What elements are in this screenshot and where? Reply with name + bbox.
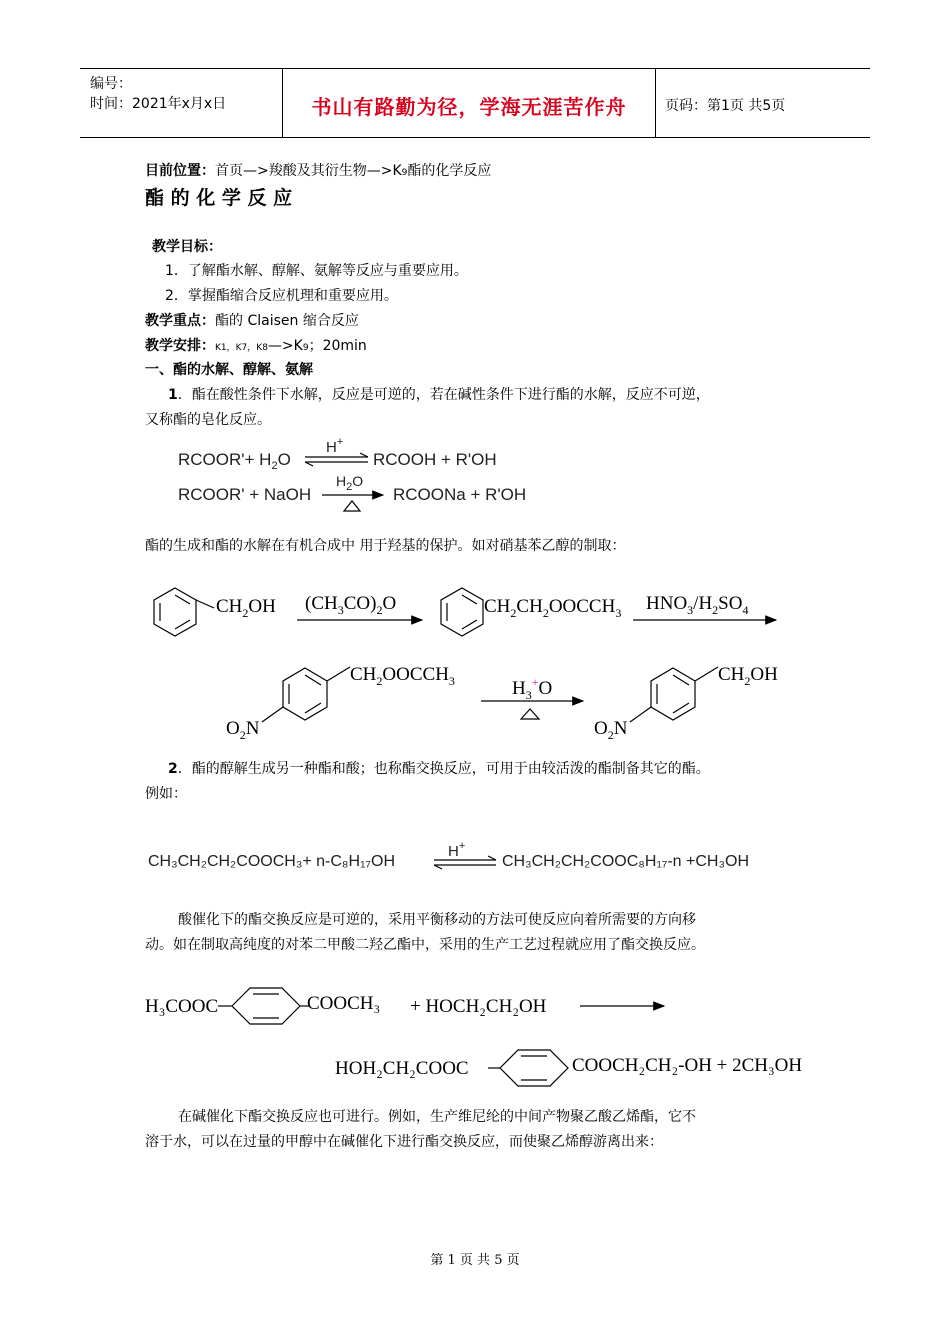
goal-item-1: 1．了解酯水解、醇解、氨解等反应与重要应用。 — [165, 263, 468, 279]
s1-r2-sub3: 4 — [742, 603, 749, 617]
s1-p1-sub2: 2 — [542, 606, 549, 620]
para-2-line-2: 例如： — [145, 786, 187, 802]
eq3-catalyst-plus: + — [458, 840, 466, 852]
scheme2-right: COOCH₃ — [307, 993, 381, 1014]
scheme2-product-left: HOH₂CH₂COOC — [335, 1058, 469, 1079]
para-4-line-2: 溶于水，可以在过量的甲醇中在碱催化下进行酯交换反应，而使聚乙烯醇游离出来： — [145, 1134, 663, 1150]
para-1-text: ．酯在酸性条件下水解，反应是可逆的，若在碱性条件下进行酯的水解，反应不可逆， — [177, 387, 710, 403]
s1-r1-end: O — [382, 593, 397, 614]
goals-heading: 教学目标： — [152, 239, 222, 255]
breadcrumb-path[interactable]: 首页—>羧酸及其衍生物—>K — [215, 163, 402, 179]
goal-item-2: 2．掌握酯缩合反应机理和重要应用。 — [165, 288, 398, 304]
breadcrumb-sub: 9 — [401, 168, 408, 178]
benzene-ring-icon — [441, 588, 483, 636]
breadcrumb-label: 目前位置： — [145, 163, 215, 179]
s1-r2-end: SO — [718, 593, 743, 614]
schedule-k8: ，K — [247, 343, 263, 353]
eq3-right: CH₃CH₂CH₂COOC₈H₁₇-n +CH₃OH — [502, 853, 749, 870]
breadcrumb-current: 酯的化学反应 — [407, 163, 492, 179]
s1-p1-sub3: 3 — [615, 606, 622, 620]
s1-p1-a: CH — [484, 596, 511, 617]
page-footer: 第 1 页 共 5 页 — [430, 1253, 520, 1268]
s1-sm-oh: OH — [248, 596, 276, 617]
eq1-catalyst-h: H — [326, 439, 337, 456]
s1-int-sub1: 2 — [376, 674, 383, 688]
scheme2-reagent: + HOCH₂CH₂OH — [410, 996, 547, 1017]
para-2-num: 2 — [168, 761, 178, 777]
section-1-heading: 一、酯的水解、醇解、氨解 — [145, 362, 313, 378]
key-point-label: 教学重点： — [145, 313, 215, 329]
schedule-k7: ，K — [226, 343, 242, 353]
scheme1-arrow-3 — [481, 701, 583, 719]
eq2-over-h: H — [336, 473, 347, 489]
eq3-catalyst-h: H — [448, 843, 459, 860]
s1-r2-mid: /H — [693, 593, 713, 614]
para-protect: 酯的生成和酯的水解在有机合成中 用于羟基的保护。如对硝基苯乙醇的制取： — [145, 538, 626, 554]
motto: 书山有路勤为径，学海无涯苦作舟 — [311, 95, 627, 119]
key-point-text: 酯的 Claisen 缩合反应 — [215, 313, 359, 329]
para-1-line-2: 又称酯的皂化反应。 — [145, 412, 271, 428]
s1-r2-a: HNO — [646, 593, 688, 614]
s1-nitro-n: N — [245, 718, 260, 739]
eq1-h2o-sub: 2 — [271, 460, 278, 472]
page-title: 酯 的 化 学 反 应 — [145, 187, 293, 209]
benzene-ring-icon — [488, 1050, 568, 1086]
para-1-num: 1 — [168, 387, 178, 403]
s1-int-b: OOCCH — [382, 664, 449, 685]
s1-nitro-sub: 2 — [239, 728, 246, 742]
s1-p1-c: OOCCH — [548, 596, 616, 617]
eq1-right: RCOOH + R'OH — [373, 450, 497, 469]
eq1-equilibrium-arrow — [305, 453, 368, 466]
eq1-catalyst-plus: + — [336, 436, 344, 448]
s1-r3-h: H — [512, 678, 526, 699]
date-label: 时间：2021年x月x日 — [90, 96, 227, 112]
s1-int-a: CH — [350, 664, 377, 685]
eq1-o: O — [277, 450, 291, 469]
s1-nitro-o: O — [226, 718, 240, 739]
eq2-over-o: O — [352, 473, 364, 489]
eq3-equilibrium-arrow — [434, 856, 496, 869]
schedule-k7-sub: 7 — [241, 343, 248, 353]
s1-int-sub2: 3 — [448, 674, 455, 688]
para-2-text: ．酯的醇解生成另一种酯和酸；也称酯交换反应，可用于由较活泼的酯制备其它的酯。 — [177, 761, 710, 777]
s1-r1-a: (CH — [305, 593, 338, 614]
s1-p1-sub1: 2 — [510, 606, 517, 620]
s1-r3-o: O — [538, 678, 553, 699]
s1-r2-sub: 3 — [687, 603, 694, 617]
s1-r1-sub2: 2 — [376, 603, 383, 617]
schedule-k9-sub: 9 — [302, 343, 309, 353]
schedule-k8-sub: 8 — [262, 343, 268, 353]
s1-prod-b: OH — [750, 664, 778, 685]
page-info: 页码：第1页 共5页 — [665, 98, 786, 114]
eq2-right: RCOONa + R'OH — [393, 485, 527, 504]
benzene-ring-icon — [218, 988, 310, 1024]
s1-sm-ch: CH — [216, 596, 243, 617]
s1-prod-a: CH — [718, 664, 745, 685]
number-label: 编号： — [90, 76, 132, 92]
s1-r3-sub: 3 — [525, 688, 532, 702]
s1-nitro2-sub: 2 — [607, 728, 614, 742]
schedule-label: 教学安排： — [145, 338, 215, 354]
s1-prod-sub: 2 — [744, 674, 751, 688]
para-4-line-1: 在碱催化下酯交换反应也可进行。例如，生产维尼纶的中间产物聚乙酸乙烯酯，它不 — [178, 1109, 696, 1125]
schedule-time: ；20min — [308, 338, 367, 354]
s1-r1-sub: 3 — [337, 603, 344, 617]
eq2-left: RCOOR' + NaOH — [178, 485, 312, 504]
scheme2-product-right: COOCH₂CH₂-OH + 2CH₃OH — [572, 1055, 803, 1076]
eq2-arrow — [322, 495, 383, 511]
para-3-line-2: 动。如在制取高纯度的对苯二甲酸二羟乙酯中，采用的生产工艺过程就应用了酯交换反应。 — [145, 937, 705, 953]
s1-p1-b: CH — [516, 596, 543, 617]
para-3-line-1: 酸催化下的酯交换反应是可逆的，采用平衡移动的方法可使反应向着所需要的方向移 — [178, 912, 696, 928]
s1-sm-sub: 2 — [242, 606, 249, 620]
eq3-left: CH₃CH₂CH₂COOCH₃+ n-C₈H₁₇OH — [148, 853, 395, 870]
s1-nitro2-n: N — [613, 718, 628, 739]
s1-r2-sub2: 2 — [712, 603, 719, 617]
scheme2-left: H₃COOC — [145, 996, 219, 1017]
schedule-k1-sub: 1 — [220, 343, 227, 353]
benzene-ring-icon — [630, 667, 718, 722]
s1-r1-mid: CO) — [343, 593, 377, 614]
schedule-arrow: —>K — [267, 338, 303, 354]
eq1-left-text: RCOOR'+ H — [178, 450, 272, 469]
eq2-over-sub: 2 — [346, 481, 353, 493]
schedule-k1: K — [215, 343, 221, 353]
benzene-ring-icon — [154, 588, 214, 636]
s1-r3-plus: + — [531, 675, 539, 689]
s1-nitro2-o: O — [594, 718, 608, 739]
benzene-ring-icon — [262, 667, 350, 722]
